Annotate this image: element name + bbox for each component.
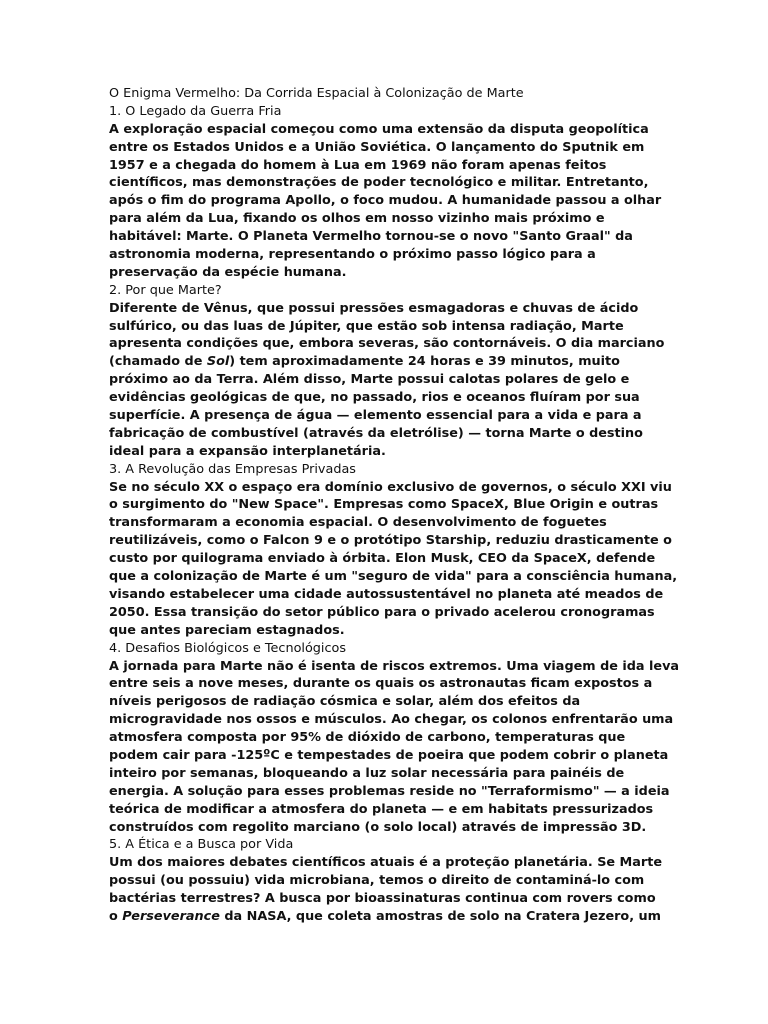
paragraph-line: podem cair para -125ºC e tempestades de poeira que podem cobrir o planeta (109, 747, 669, 763)
paragraph-line: bactérias terrestres? A busca por bioassinaturas continua com rovers como (109, 891, 656, 907)
paragraph-line: para além da Lua, fixando os olhos em nosso vizinho mais próximo e (109, 211, 605, 227)
section-heading: 5. A Ética e a Busca por Vida (109, 837, 294, 853)
document-page (109, 85, 680, 926)
paragraph-line: ideal para a expansão interplanetária. (109, 443, 386, 459)
paragraph-line: atmosfera composta por 95% de dióxido de carbono, temperaturas que (109, 730, 626, 746)
paragraph-line: 2050. Essa transição do setor público para o privado acelerou cronogramas (109, 604, 655, 620)
paragraph-line: microgravidade nos ossos e músculos. Ao chegar, os colonos enfrentarão uma (109, 712, 674, 728)
paragraph-line: evidências geológicas de que, no passado, rios e oceanos fluíram por sua (109, 390, 640, 406)
paragraph-line: custo por quilograma enviado à órbita. Elon Musk, CEO da SpaceX, defende (109, 551, 656, 567)
paragraph-line: que a colonização de Marte é um "seguro de vida" para a consciência humana, (109, 569, 678, 585)
paragraph-line: níveis perigosos de radiação cósmica e solar, além dos efeitos da (109, 694, 581, 710)
paragraph-line: visando estabelecer uma cidade autossustentável no planeta até meados de (109, 586, 664, 602)
paragraph-line: entre seis a nove meses, durante os quais os astronautas ficam expostos a (109, 676, 653, 692)
section-heading: 3. A Revolução das Empresas Privadas (109, 461, 356, 477)
paragraph-line: possui (ou possuiu) vida microbiana, temos o direito de contaminá-lo com (109, 873, 645, 889)
paragraph-line: transformaram a economia espacial. O desenvolvimento de foguetes (109, 515, 607, 531)
paragraph-line: construídos com regolito marciano (o solo local) através de impressão 3D. (109, 819, 647, 835)
paragraph-line: teórica de modificar a atmosfera do planeta — e em habitats pressurizados (109, 801, 654, 817)
paragraph-line: Se no século XX o espaço era domínio exclusivo de governos, o século XXI viu (109, 479, 672, 495)
paragraph-line: após o fim do programa Apollo, o foco mudou. A humanidade passou a olhar (109, 193, 662, 209)
paragraph-line: Diferente de Vênus, que possui pressões esmagadoras e chuvas de ácido (109, 300, 639, 316)
paragraph-line: preservação da espécie humana. (109, 264, 347, 280)
paragraph-line: 1957 e a chegada do homem à Lua em 1969 não foram apenas feitos (109, 157, 607, 173)
paragraph-line: habitável: Marte. O Planeta Vermelho tornou-se o novo "Santo Graal" da (109, 229, 633, 245)
paragraph-line: apresenta condições que, embora severas, são contornáveis. O dia marciano (109, 336, 665, 352)
paragraph-line: superfície. A presença de água — elemento essencial para a vida e para a (109, 408, 642, 424)
paragraph-line: sulfúrico, ou das luas de Júpiter, que estão sob intensa radiação, Marte (109, 318, 624, 334)
section-heading: 1. O Legado da Guerra Fria (109, 103, 282, 119)
paragraph-line: inteiro por semanas, bloqueando a luz solar necessária para painéis de (109, 765, 625, 781)
paragraph-line: reutilizáveis, como o Falcon 9 e o protótipo Starship, reduziu drasticamente o (109, 533, 672, 549)
section-heading: 4. Desafios Biológicos e Tecnológicos (109, 640, 346, 656)
paragraph-line: fabricação de combustível (através da eletrólise) — torna Marte o destino (109, 425, 643, 441)
paragraph-line: astronomia moderna, representando o próximo passo lógico para a (109, 247, 596, 263)
paragraph-line: energia. A solução para esses problemas reside no "Terraformismo" — a ideia (109, 783, 670, 799)
paragraph-line: científicos, mas demonstrações de poder tecnológico e militar. Entretanto, (109, 175, 649, 191)
paragraph-line: A exploração espacial começou como uma extensão da disputa geopolítica (109, 121, 649, 137)
paragraph-line: próximo ao da Terra. Além disso, Marte possui calotas polares de gelo e (109, 372, 630, 388)
paragraph-line: A jornada para Marte não é isenta de riscos extremos. Uma viagem de ida leva (109, 658, 680, 674)
paragraph-line: o surgimento do "New Space". Empresas como SpaceX, Blue Origin e outras (109, 497, 659, 513)
paragraph-line: o Perseverance da NASA, que coleta amostras de solo na Cratera Jezero, um (109, 908, 661, 924)
paragraph-line: que antes pareciam estagnados. (109, 622, 345, 638)
document-title: O Enigma Vermelho: Da Corrida Espacial à Colonização de Marte (109, 86, 524, 101)
paragraph-line: (chamado de Sol) tem aproximadamente 24 horas e 39 minutos, muito (109, 354, 620, 370)
paragraph-line: entre os Estados Unidos e a União Soviética. O lançamento do Sputnik em (109, 139, 645, 155)
section-heading: 2. Por que Marte? (109, 282, 222, 298)
paragraph-line: Um dos maiores debates científicos atuais é a proteção planetária. Se Marte (109, 855, 663, 871)
